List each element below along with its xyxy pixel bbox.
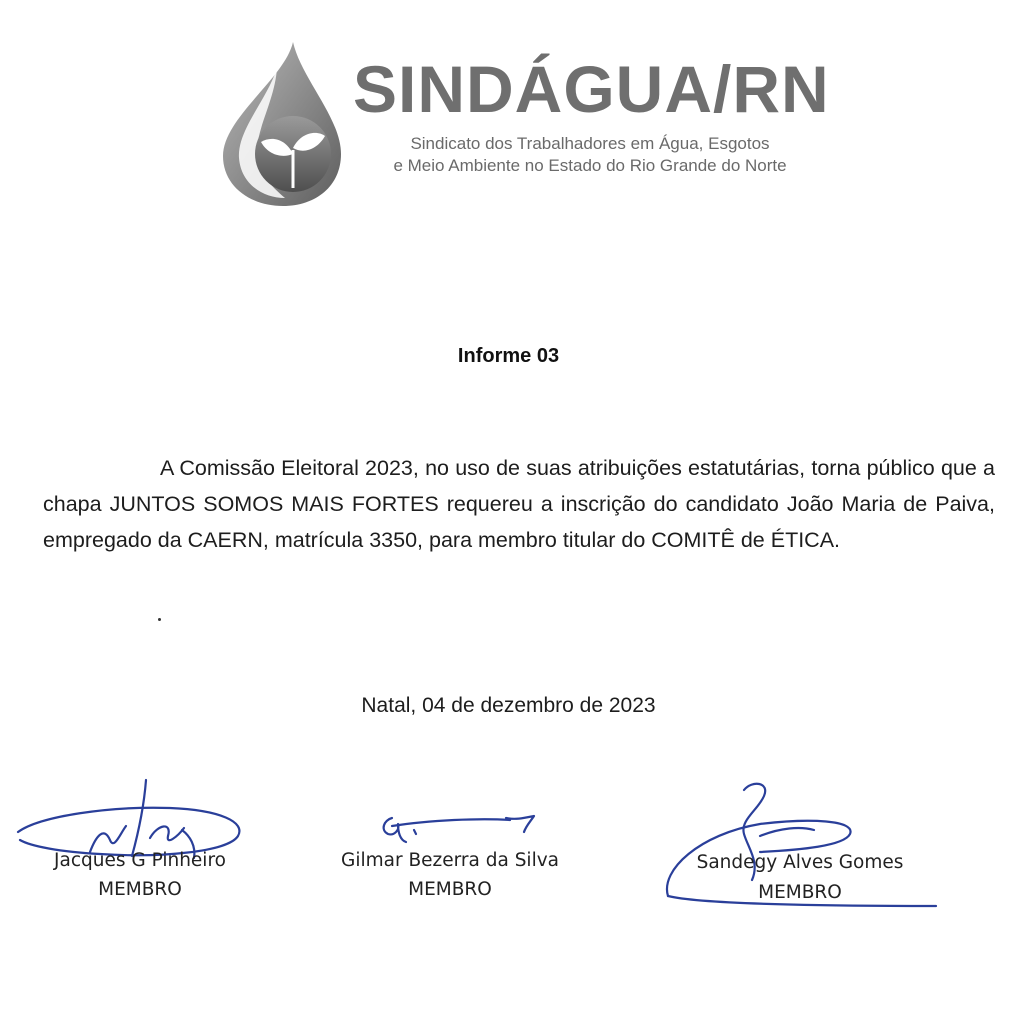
date-line: Natal, 04 de dezembro de 2023 bbox=[361, 694, 656, 717]
signature-name-3: Sandegy Alves Gomes bbox=[696, 852, 904, 873]
document-title: Informe 03 bbox=[457, 345, 560, 367]
signature-role-3: MEMBRO bbox=[758, 882, 842, 903]
signature-role-2: MEMBRO bbox=[408, 879, 492, 900]
brand-name: SINDÁGUA/RN bbox=[353, 52, 830, 126]
signature-name-1: Jacques G Pinheiro bbox=[54, 850, 226, 871]
signature-name-2: Gilmar Bezerra da Silva bbox=[341, 850, 559, 871]
body-paragraph bbox=[43, 450, 995, 558]
body-text: A Comissão Eleitoral 2023, no uso de suas atribuições estatutárias, torna público que a chapa JUNTOS SOMOS MAIS FORTES requereu a inscrição do candidato João Maria de Paiva, empregado da CAERN, matrícula 3350, para membro titular do COMITÊ de ÉTICA. bbox=[43, 456, 995, 552]
brand-subtitle-line1: Sindicato dos Trabalhadores em Água, Esgotos bbox=[410, 134, 770, 153]
brand-subtitle-line2: e Meio Ambiente no Estado do Rio Grande do Norte bbox=[393, 156, 787, 175]
water-drop-logo-icon bbox=[215, 38, 345, 208]
stray-dot bbox=[158, 618, 161, 621]
signature-role-1: MEMBRO bbox=[98, 879, 182, 900]
